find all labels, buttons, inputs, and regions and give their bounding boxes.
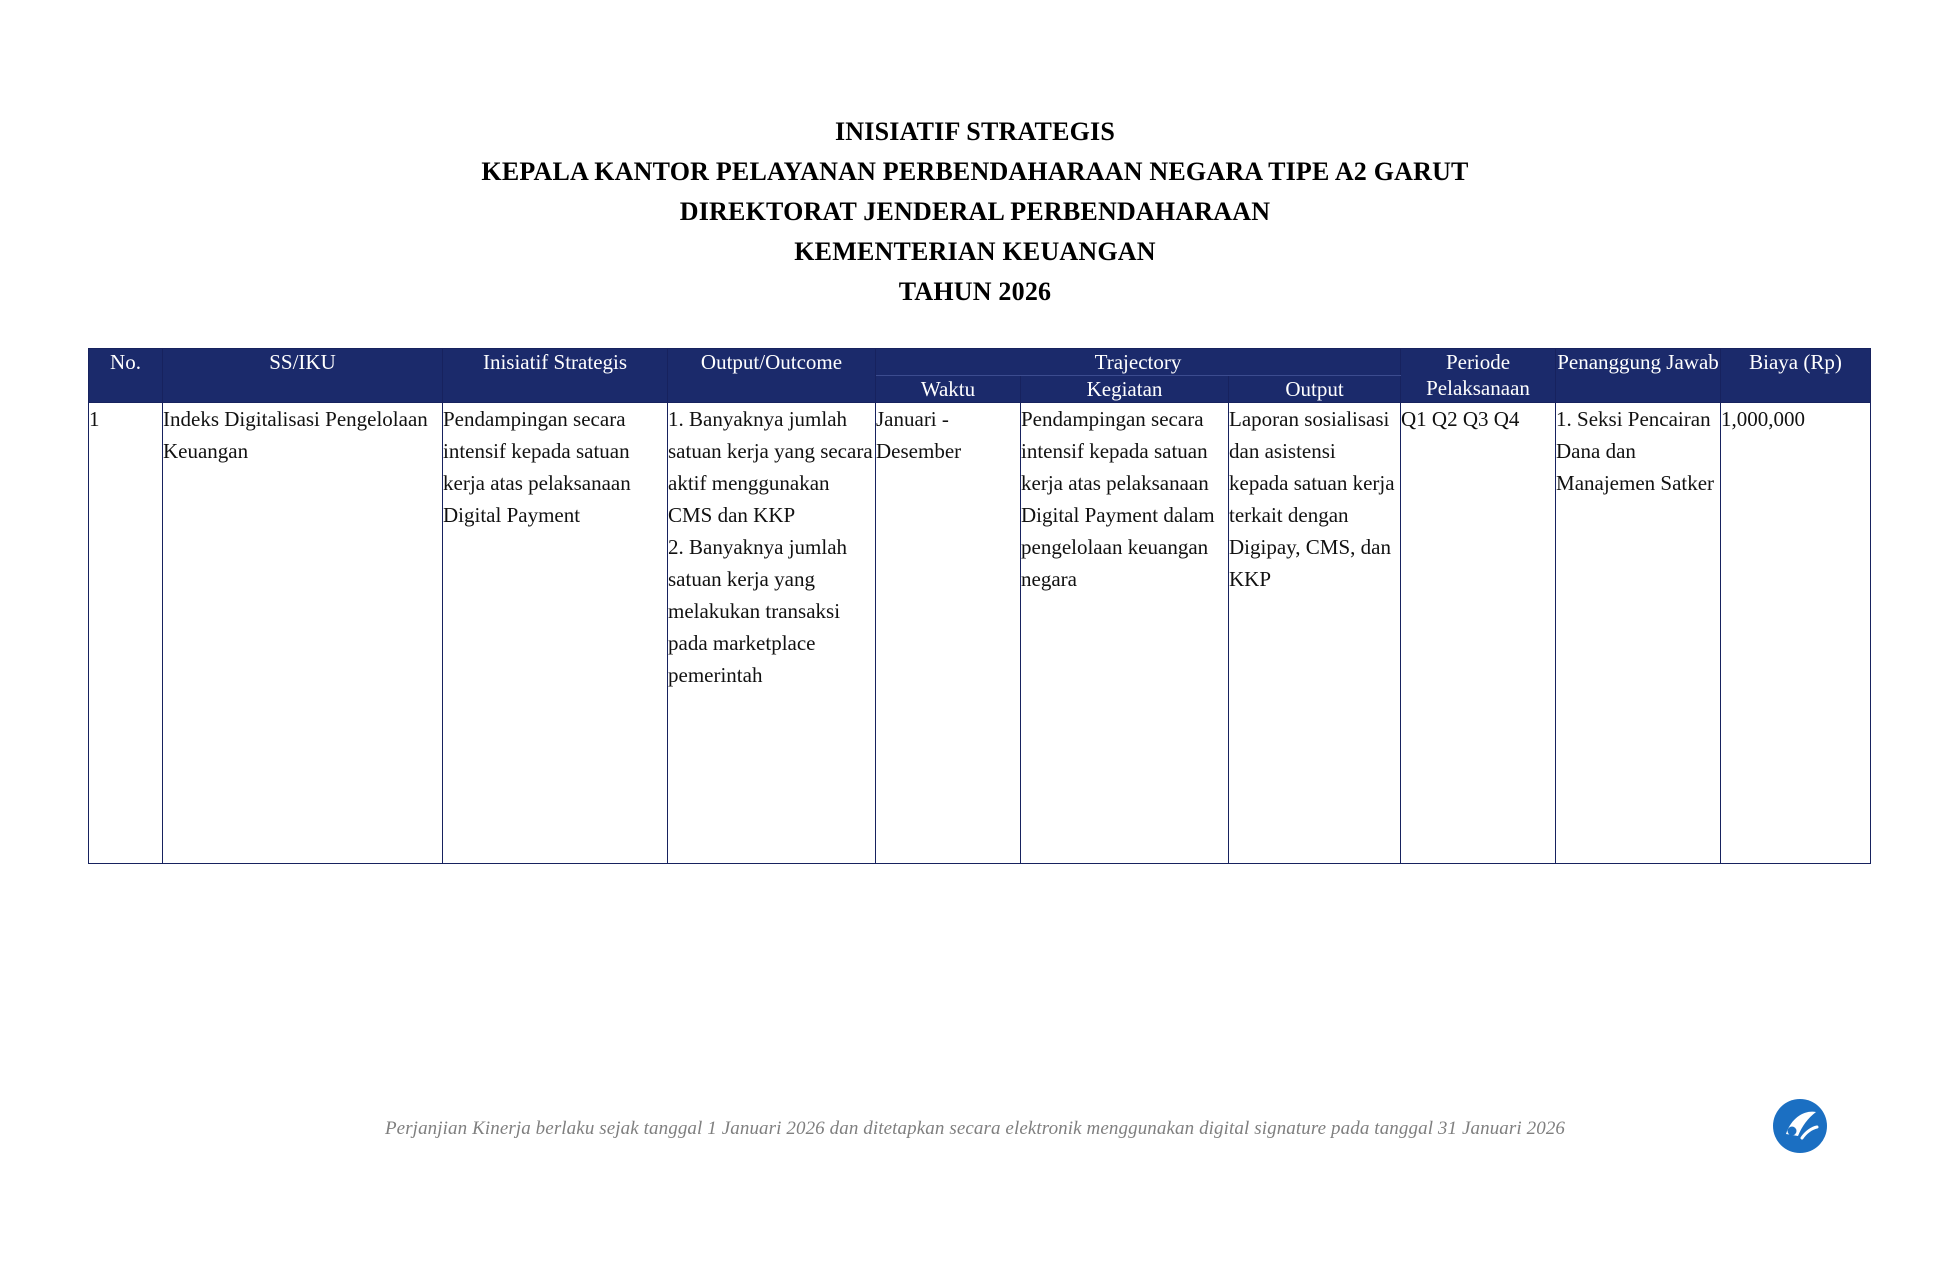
title-line-2: KEPALA KANTOR PELAYANAN PERBENDAHARAAN NEGARA TIPE A2 GARUT	[481, 157, 1469, 186]
footer-note: Perjanjian Kinerja berlaku sejak tanggal 1 Januari 2026 dan ditetapkan secara elektronik menggunakan digital signature pada tanggal 31 Januari 2026	[384, 1118, 1566, 1139]
header-trajectory: Trajectory	[876, 349, 1401, 376]
header-kegiatan: Kegiatan	[1021, 376, 1229, 403]
table-header	[89, 349, 1871, 403]
cell-output: Laporan sosialisasi dan asistensi kepada satuan kerja terkait dengan Digipay, CMS, dan KKP	[1229, 403, 1401, 864]
table-header-row-1	[89, 349, 1871, 376]
title-line-4: KEMENTERIAN KEUANGAN	[794, 237, 1156, 266]
cell-output-outcome-item-1: 1. Banyaknya jumlah satuan kerja yang secara aktif menggunakan CMS dan KKP	[668, 407, 873, 527]
cell-kegiatan: Pendampingan secara intensif kepada satuan kerja atas pelaksanaan Digital Payment dalam pengelolaan keuangan negara	[1021, 403, 1229, 864]
header-ss-iku: SS/IKU	[163, 349, 443, 403]
cell-output-outcome-item-2: 2. Banyaknya jumlah satuan kerja yang melakukan transaksi pada marketplace pemerintah	[668, 535, 848, 687]
cell-output-outcome	[668, 403, 876, 864]
title-line-5: TAHUN 2026	[898, 277, 1052, 306]
cell-ss-iku: Indeks Digitalisasi Pengelolaan Keuangan	[163, 403, 443, 864]
cell-no: 1	[89, 403, 163, 864]
header-inisiatif-strategis: Inisiatif Strategis	[443, 349, 668, 403]
header-penanggung-jawab: Penanggung Jawab	[1556, 349, 1721, 403]
title-line-3: DIREKTORAT JENDERAL PERBENDAHARAAN	[679, 197, 1271, 226]
kemenkeu-djpb-logo-icon	[1772, 1098, 1828, 1154]
document-title-block	[0, 112, 1950, 312]
cell-biaya: 1,000,000	[1721, 403, 1871, 864]
header-no: No.	[89, 349, 163, 403]
header-waktu: Waktu	[876, 376, 1021, 403]
inisiatif-strategis-table	[88, 348, 1871, 864]
header-biaya: Biaya (Rp)	[1721, 349, 1871, 403]
header-output-outcome: Output/Outcome	[668, 349, 876, 403]
title-line-1: INISIATIF STRATEGIS	[834, 117, 1116, 146]
table-body	[89, 403, 1871, 864]
cell-inisiatif-strategis: Pendampingan secara intensif kepada satuan kerja atas pelaksanaan Digital Payment	[443, 403, 668, 864]
cell-periode-pelaksanaan: Q1 Q2 Q3 Q4	[1401, 403, 1556, 864]
table-row	[89, 403, 1871, 864]
cell-penanggung-jawab: 1. Seksi Pencairan Dana dan Manajemen Satker	[1556, 403, 1721, 864]
header-periode-pelaksanaan: Periode Pelaksanaan	[1401, 349, 1556, 403]
cell-waktu: Januari - Desember	[876, 403, 1021, 864]
header-output: Output	[1229, 376, 1401, 403]
